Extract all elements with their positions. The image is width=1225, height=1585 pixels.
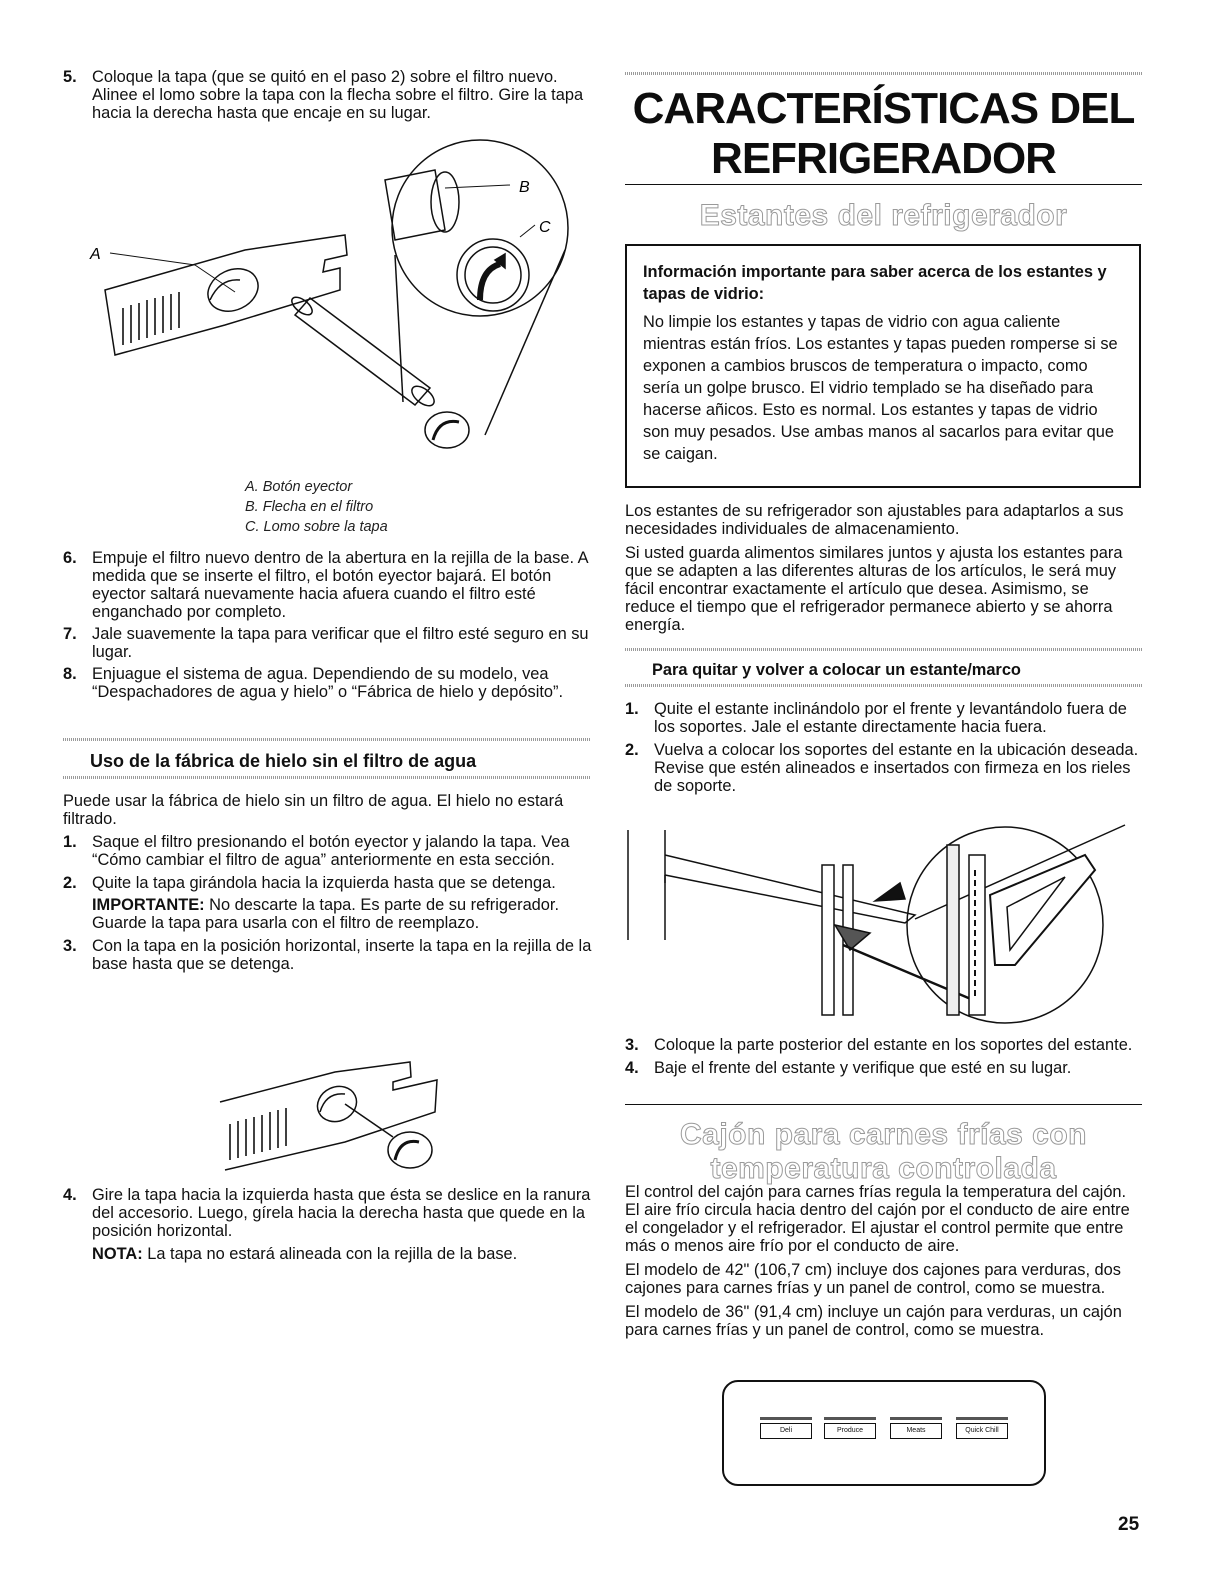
step-text: Gire la tapa hacia la izquierda hasta que ésta se deslice en la ranura del accesorio. Luego, gírela hacia la derecha hasta que quede en la posición horizontal. [92,1186,591,1240]
panel-button-label: Meats [890,1423,942,1439]
panel-button-label: Deli [760,1423,812,1439]
shelves-paragraph-1: Los estantes de su refrigerador son ajustables para adaptarlos a sus necesidades individuales de almacenamiento. [625,502,1124,538]
step-number: 1. [63,833,77,851]
step-number: 4. [63,1186,77,1204]
shelves-heading: Estantes del refrigerador [699,199,1068,232]
ice-step-3 [63,937,593,973]
caption-b: B. Flecha en el filtro [245,499,374,515]
step-text: Baje el frente del estante y verifique que esté en su lugar. [654,1059,1072,1077]
ice-step-4 [63,1186,593,1263]
shelf-subheading: Para quitar y volver a colocar un estante/marco [652,661,1021,679]
warning-text: No limpie los estantes y tapas de vidrio con agua caliente mientras están fríos. Los estantes y tapas pueden romperse si se exponen a cambios bruscos de temperatura o impacto, como sería un golpe brusco. El vidrio templado se ha diseñado para hacerse añicos. Esto es normal. Los estantes y tapas de vidrio son muy pesados. Use ambas manos al sacarlos para evitar que se caigan. [643,313,1118,463]
left-column [63,68,593,122]
step-8 [63,665,593,701]
step-number: 3. [63,937,77,955]
section-rule-top [63,738,591,741]
step-text: Jale suavemente la tapa para verificar que el filtro esté seguro en su lugar. [92,625,589,661]
shelf-steps-1-2 [625,700,1140,795]
drawer-paragraph-1: El control del cajón para carnes frías regula la temperatura del cajón. El aire frío circula hacia dentro del cajón por el conducto de aire entre el congelador y el refrigerador. El ajustar el control permite que entre más o menos aire frío por el conducto de aire. [625,1183,1130,1255]
control-panel-illustration [722,1380,1046,1486]
shelf-install-illustration [625,815,1140,1025]
left-ice-step-4 [63,1186,593,1263]
step-number: 2. [625,741,639,759]
drawer-heading-line-1: Cajón para carnes frías con [680,1118,1087,1151]
step-number: 7. [63,625,77,643]
figure-label-c: C [539,219,551,236]
shelf-step-4 [625,1059,1140,1077]
figure-label-b: B [519,179,530,196]
panel-button-quick-chill [956,1417,1008,1439]
title-line-1: CARACTERÍSTICAS DEL [632,84,1135,133]
left-steps-6-8 [63,549,593,701]
note-text: La tapa no estará alineada con la rejilla de la base. [142,1245,518,1263]
shelves-paragraphs [625,502,1140,634]
cap-grille-illustration [215,1042,455,1172]
step-text: Coloque la parte posterior del estante en los soportes del estante. [654,1036,1133,1054]
step-text: Empuje el filtro nuevo dentro de la abertura en la rejilla de la base. A medida que se inserte el filtro, el botón eyector bajará. El botón eyector saltará nuevamente hacia afuera cuando el filtro esté enganchado por completo. [92,549,588,621]
caption-c: C. Lomo sobre la tapa [245,519,388,535]
drawer-rule [625,1104,1142,1105]
title-rule-bottom [625,184,1142,185]
section-heading-ice-maker: Uso de la fábrica de hielo sin el filtro de agua [90,751,477,771]
step-number: 3. [625,1036,639,1054]
panel-button-label: Quick Chill [956,1423,1008,1439]
step-6 [63,549,593,621]
shelf-steps-3-4 [625,1036,1140,1077]
filter-install-illustration [85,140,585,470]
subsection-rule-top [625,648,1142,651]
note-label: NOTA: [92,1245,143,1263]
step-text: Con la tapa en la posición horizontal, inserte la tapa en la rejilla de la base hasta que se detenga. [92,937,592,973]
title-line-2: REFRIGERADOR [711,134,1056,183]
step-7 [63,625,593,661]
note [92,1245,593,1263]
panel-button-label: Produce [824,1423,876,1439]
ice-step-2 [63,874,593,932]
glass-warning-box [625,244,1141,488]
section-rule-bottom [63,776,591,779]
caption-a: A. Botón eyector [245,479,353,495]
figure-1-captions [245,477,388,537]
figure-label-a: A [90,246,101,263]
step-number: 4. [625,1059,639,1077]
shelf-step-2 [625,741,1140,795]
step-text: Enjuague el sistema de agua. Dependiendo de su modelo, vea “Despachadores de agua y hielo” o “Fábrica de hielo y depósito”. [92,665,564,701]
intro-paragraph: Puede usar la fábrica de hielo sin un filtro de agua. El hielo no estará filtrado. [63,792,564,828]
drawer-heading [625,1118,1142,1186]
step-text: Quite el estante inclinándolo por el frente y levantándolo fuera de los soportes. Jale el estante directamente hacia fuera. [654,700,1127,736]
important-label: IMPORTANTE: [92,896,205,914]
step-number: 6. [63,549,77,567]
panel-button-deli [760,1417,812,1439]
step-number: 2. [63,874,77,892]
page-title [625,84,1142,184]
important-text: No descarte la tapa. Es parte de su refrigerador. Guarde la tapa para usarla con el filtro de reemplazo. [92,896,560,932]
drawer-paragraph-3: El modelo de 36" (91,4 cm) incluye un cajón para verduras, un cajón para carnes frías y un panel de control, como se muestra. [625,1303,1122,1339]
shelf-step-3 [625,1036,1140,1054]
step-number: 5. [63,68,77,86]
drawer-paragraphs [625,1183,1140,1339]
drawer-heading-line-2: temperatura controlada [710,1152,1057,1185]
step-text: Coloque la tapa (que se quitó en el paso 2) sobre el filtro nuevo. Alinee el lomo sobre la tapa con la flecha sobre el filtro. Gire la tapa hacia la derecha hasta que encaje en su lugar. [92,68,584,122]
warning-title: Información importante para saber acerca de los estantes y tapas de vidrio: [643,263,1107,303]
step-number: 8. [63,665,77,683]
shelf-step-1 [625,700,1140,736]
step-text: Saque el filtro presionando el botón eyector y jalando la tapa. Vea “Cómo cambiar el filtro de agua” anteriormente en esta sección. [92,833,570,869]
shelves-paragraph-2: Si usted guarda alimentos similares juntos y ajusta los estantes para que se adapten a las diferentes alturas de los artículos, le será muy fácil encontrar exactamente el artículo que desea. Asimismo, se reduce el tiempo que el refrigerador permanece abierto y se ahorra energía. [625,544,1123,634]
drawer-paragraph-2: El modelo de 42" (106,7 cm) incluye dos cajones para verduras, dos cajones para carnes frías y un panel de control, como se muestra. [625,1261,1121,1297]
step-text: Vuelva a colocar los soportes del estante en la ubicación deseada. Revise que estén alineados e insertados con firmeza en los rieles de soporte. [654,741,1139,795]
panel-button-meats [890,1417,942,1439]
step-5 [63,68,593,122]
panel-button-produce [824,1417,876,1439]
left-ice-section [63,792,593,973]
step-number: 1. [625,700,639,718]
title-rule-top [625,72,1142,75]
page-number: 25 [1118,1514,1140,1535]
step-text: Quite la tapa girándola hacia la izquierda hasta que se detenga. [92,874,556,892]
subsection-rule-bottom [625,684,1142,687]
important-note [92,896,593,932]
ice-step-1 [63,833,593,869]
